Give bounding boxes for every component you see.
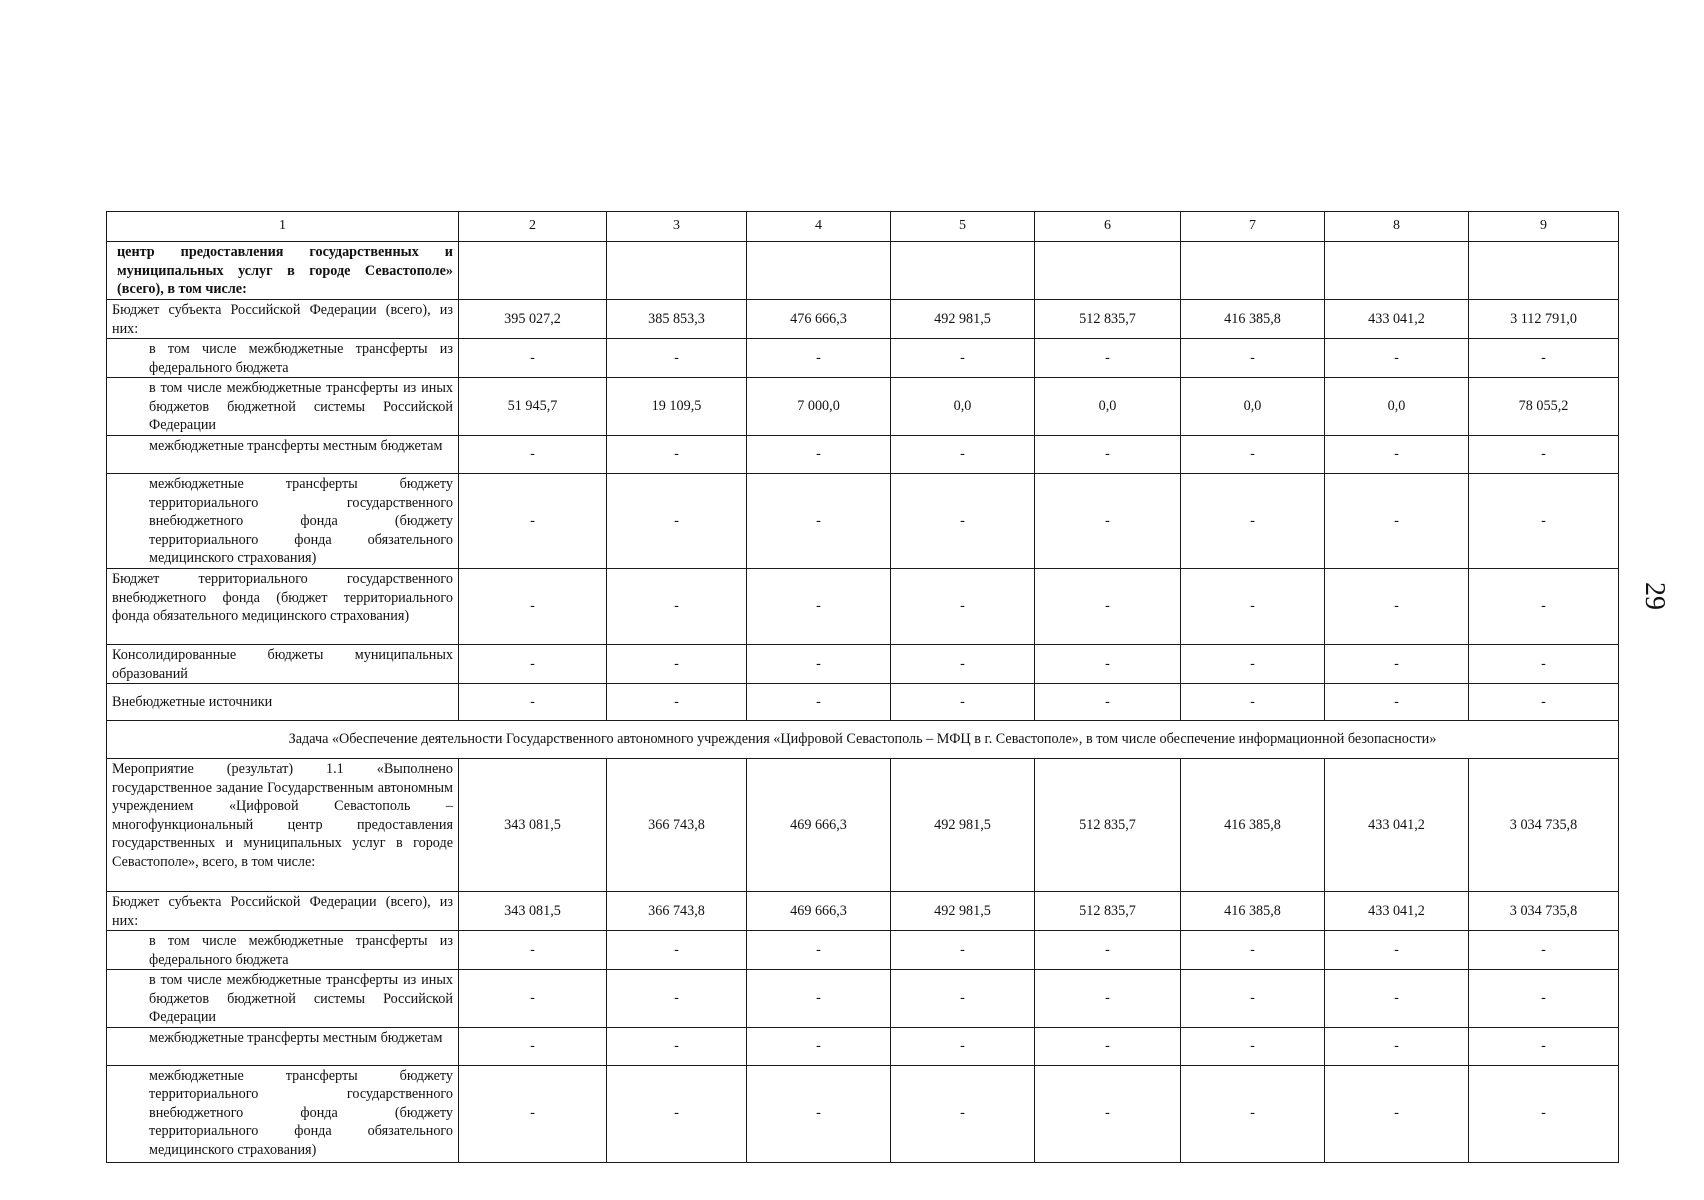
value-cell: [459, 242, 607, 300]
row-label: в том числе межбюджетные трансферты из иных бюджетов бюджетной системы Российской Федерации: [107, 378, 459, 436]
value-cell: -: [1181, 1027, 1325, 1065]
value-cell: -: [607, 1065, 747, 1162]
header-row: [107, 212, 1619, 242]
value-cell: -: [747, 474, 891, 569]
value-cell: -: [459, 931, 607, 970]
page-number: 29: [1639, 582, 1670, 610]
value-cell: -: [1035, 474, 1181, 569]
task-title: Задача «Обеспечение деятельности Государственного автономного учреждения «Цифровой Севастополь – МФЦ в г. Севастополе», в том числе обеспечение информационной безопасности»: [107, 721, 1619, 759]
table-row: [107, 339, 1619, 378]
value-cell: 78 055,2: [1469, 378, 1619, 436]
value-cell: [1325, 242, 1469, 300]
value-cell: -: [1181, 436, 1325, 474]
value-cell: 3 034 735,8: [1469, 892, 1619, 931]
row-label: центр предоставления государственных и муниципальных услуг в городе Севастополе» (всего), в том числе:: [107, 242, 459, 300]
value-cell: [607, 242, 747, 300]
value-cell: -: [459, 1065, 607, 1162]
value-cell: -: [607, 1027, 747, 1065]
value-cell: 0,0: [1035, 378, 1181, 436]
header-cell: 4: [747, 212, 891, 242]
value-cell: -: [747, 1027, 891, 1065]
value-cell: -: [891, 1065, 1035, 1162]
value-cell: -: [607, 684, 747, 721]
value-cell: 492 981,5: [891, 892, 1035, 931]
value-cell: 3 034 735,8: [1469, 759, 1619, 892]
value-cell: -: [1469, 684, 1619, 721]
table-row: [107, 759, 1619, 892]
value-cell: -: [1325, 436, 1469, 474]
value-cell: -: [1469, 436, 1619, 474]
value-cell: -: [607, 339, 747, 378]
row-label: Мероприятие (результат) 1.1 «Выполнено государственное задание Государственным автономным учреждением «Цифровой Севастополь – многофункциональный центр предоставления государственных и муниципальных услуг в городе Севастополе», всего, в том числе:: [107, 759, 459, 892]
budget-table: [106, 211, 1619, 1163]
value-cell: -: [1469, 474, 1619, 569]
value-cell: 469 666,3: [747, 892, 891, 931]
value-cell: -: [607, 436, 747, 474]
value-cell: 492 981,5: [891, 759, 1035, 892]
value-cell: -: [747, 339, 891, 378]
value-cell: -: [1325, 645, 1469, 684]
value-cell: 0,0: [1325, 378, 1469, 436]
value-cell: 492 981,5: [891, 300, 1035, 339]
value-cell: -: [459, 684, 607, 721]
header-cell: 9: [1469, 212, 1619, 242]
table-row: [107, 892, 1619, 931]
value-cell: 343 081,5: [459, 759, 607, 892]
value-cell: -: [1035, 569, 1181, 645]
value-cell: 51 945,7: [459, 378, 607, 436]
header-cell: 8: [1325, 212, 1469, 242]
value-cell: -: [1035, 339, 1181, 378]
value-cell: -: [891, 1027, 1035, 1065]
value-cell: -: [1035, 645, 1181, 684]
value-cell: -: [747, 1065, 891, 1162]
value-cell: -: [747, 436, 891, 474]
header-cell: 2: [459, 212, 607, 242]
value-cell: -: [459, 645, 607, 684]
value-cell: -: [1035, 684, 1181, 721]
row-label: межбюджетные трансферты местным бюджетам: [107, 436, 459, 474]
row-label: Бюджет субъекта Российской Федерации (всего), из них:: [107, 892, 459, 931]
row-label: Бюджет субъекта Российской Федерации (всего), из них:: [107, 300, 459, 339]
value-cell: -: [1325, 931, 1469, 970]
row-label: Внебюджетные источники: [107, 684, 459, 721]
value-cell: -: [1035, 1027, 1181, 1065]
value-cell: -: [1325, 970, 1469, 1028]
value-cell: 395 027,2: [459, 300, 607, 339]
value-cell: -: [1325, 1027, 1469, 1065]
value-cell: 416 385,8: [1181, 759, 1325, 892]
row-label: в том числе межбюджетные трансферты из федерального бюджета: [107, 931, 459, 970]
value-cell: -: [1469, 569, 1619, 645]
value-cell: -: [747, 569, 891, 645]
value-cell: 476 666,3: [747, 300, 891, 339]
value-cell: -: [747, 645, 891, 684]
value-cell: 512 835,7: [1035, 300, 1181, 339]
value-cell: -: [607, 569, 747, 645]
value-cell: -: [1181, 474, 1325, 569]
value-cell: 433 041,2: [1325, 759, 1469, 892]
table-row: [107, 242, 1619, 300]
value-cell: 366 743,8: [607, 892, 747, 931]
row-label: Консолидированные бюджеты муниципальных образований: [107, 645, 459, 684]
value-cell: 416 385,8: [1181, 300, 1325, 339]
row-label: межбюджетные трансферты бюджету территориального государственного внебюджетного фонда (бюджету территориального фонда обязательного медицинского страхования): [107, 474, 459, 569]
value-cell: 366 743,8: [607, 759, 747, 892]
value-cell: 3 112 791,0: [1469, 300, 1619, 339]
table-row: [107, 1027, 1619, 1065]
header-cell: 1: [107, 212, 459, 242]
value-cell: -: [1469, 970, 1619, 1028]
table-row: [107, 645, 1619, 684]
value-cell: 0,0: [1181, 378, 1325, 436]
value-cell: -: [459, 970, 607, 1028]
row-label: Бюджет территориального государственного внебюджетного фонда (бюджет территориального фонда обязательного медицинского страхования): [107, 569, 459, 645]
table-row: [107, 1065, 1619, 1162]
value-cell: -: [1035, 1065, 1181, 1162]
value-cell: -: [459, 474, 607, 569]
table-row: [107, 474, 1619, 569]
value-cell: -: [891, 569, 1035, 645]
row-label: межбюджетные трансферты бюджету территориального государственного внебюджетного фонда (бюджету территориального фонда обязательного медицинского страхования): [107, 1065, 459, 1162]
row-label: в том числе межбюджетные трансферты из федерального бюджета: [107, 339, 459, 378]
table-row: [107, 300, 1619, 339]
value-cell: -: [459, 436, 607, 474]
value-cell: 19 109,5: [607, 378, 747, 436]
value-cell: -: [1035, 436, 1181, 474]
value-cell: -: [891, 645, 1035, 684]
value-cell: 343 081,5: [459, 892, 607, 931]
value-cell: -: [891, 931, 1035, 970]
value-cell: 0,0: [891, 378, 1035, 436]
task-row: [107, 721, 1619, 759]
value-cell: -: [1181, 645, 1325, 684]
value-cell: -: [607, 931, 747, 970]
value-cell: -: [1181, 684, 1325, 721]
value-cell: [1181, 242, 1325, 300]
value-cell: -: [1181, 569, 1325, 645]
value-cell: 385 853,3: [607, 300, 747, 339]
value-cell: -: [1325, 339, 1469, 378]
value-cell: [1469, 242, 1619, 300]
value-cell: 512 835,7: [1035, 892, 1181, 931]
header-cell: 7: [1181, 212, 1325, 242]
value-cell: -: [1469, 339, 1619, 378]
value-cell: -: [747, 931, 891, 970]
value-cell: [1035, 242, 1181, 300]
value-cell: -: [1325, 569, 1469, 645]
value-cell: -: [1469, 1065, 1619, 1162]
value-cell: -: [891, 474, 1035, 569]
value-cell: -: [1469, 645, 1619, 684]
value-cell: -: [891, 970, 1035, 1028]
table-row: [107, 378, 1619, 436]
value-cell: -: [459, 1027, 607, 1065]
value-cell: -: [1325, 474, 1469, 569]
value-cell: -: [459, 569, 607, 645]
value-cell: -: [1181, 931, 1325, 970]
value-cell: -: [1035, 931, 1181, 970]
row-label: в том числе межбюджетные трансферты из иных бюджетов бюджетной системы Российской Федерации: [107, 970, 459, 1028]
value-cell: -: [747, 970, 891, 1028]
value-cell: 416 385,8: [1181, 892, 1325, 931]
value-cell: -: [1181, 339, 1325, 378]
value-cell: 469 666,3: [747, 759, 891, 892]
value-cell: -: [1469, 931, 1619, 970]
value-cell: -: [1035, 970, 1181, 1028]
header-cell: 5: [891, 212, 1035, 242]
value-cell: [891, 242, 1035, 300]
value-cell: -: [607, 645, 747, 684]
value-cell: -: [891, 436, 1035, 474]
header-cell: 6: [1035, 212, 1181, 242]
value-cell: -: [747, 684, 891, 721]
value-cell: -: [1325, 684, 1469, 721]
table-row: [107, 684, 1619, 721]
value-cell: -: [459, 339, 607, 378]
row-label: межбюджетные трансферты местным бюджетам: [107, 1027, 459, 1065]
table-row: [107, 436, 1619, 474]
header-cell: 3: [607, 212, 747, 242]
table-row: [107, 569, 1619, 645]
value-cell: 512 835,7: [1035, 759, 1181, 892]
value-cell: -: [1325, 1065, 1469, 1162]
value-cell: -: [1469, 1027, 1619, 1065]
value-cell: -: [607, 474, 747, 569]
value-cell: -: [891, 684, 1035, 721]
table-row: [107, 931, 1619, 970]
value-cell: 7 000,0: [747, 378, 891, 436]
value-cell: -: [891, 339, 1035, 378]
value-cell: 433 041,2: [1325, 892, 1469, 931]
table-row: [107, 970, 1619, 1028]
value-cell: -: [1181, 970, 1325, 1028]
value-cell: 433 041,2: [1325, 300, 1469, 339]
value-cell: -: [607, 970, 747, 1028]
value-cell: [747, 242, 891, 300]
value-cell: -: [1181, 1065, 1325, 1162]
